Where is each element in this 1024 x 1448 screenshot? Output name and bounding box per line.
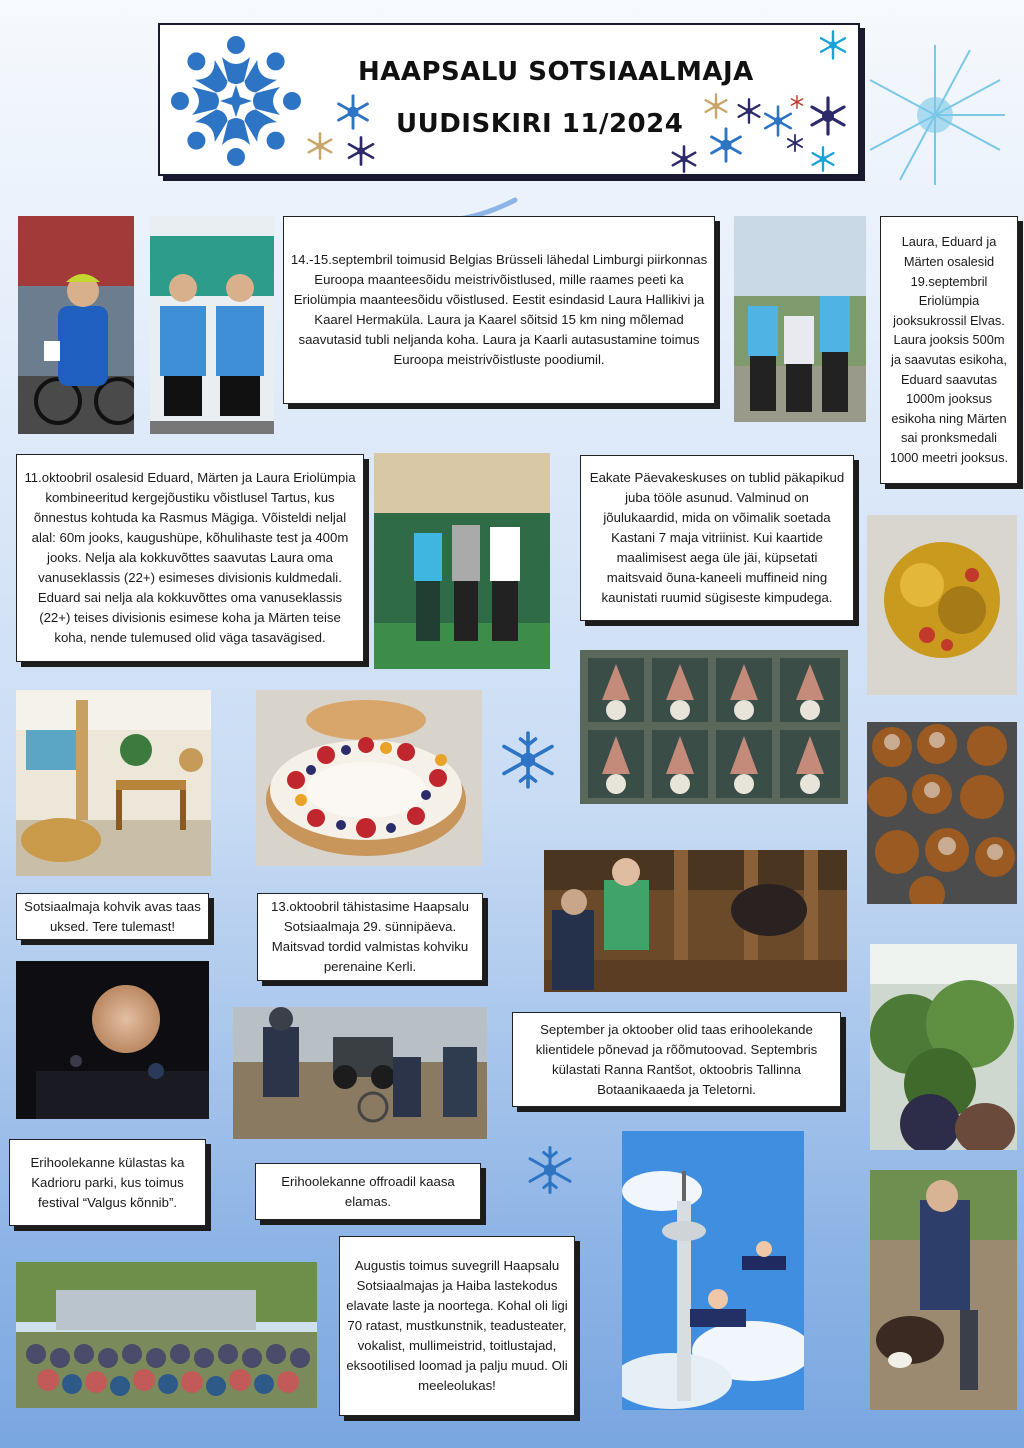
text-tartu-athletics: 11.oktoobril osalesid Eduard, Märten ja Laura Eriolümpia kombineeritud kergejõustiku võistlusel Tartus, kus õnnestus kohtuda ka Rasmus Mägiga. Võisteldi neljal alal: 60m jooks, kaugushüpe, kõhulihaste test ja 400m jooks. Nelja ala kokkuvõttes saavutas Laura oma vanuseklassis (22+) esimeses divisionis kuldmedali. Eduard sai nelja ala kokkuvõttes oma vanuseklassis (22+) teises divisionis esimese koha ja Märten teise koha, nende tulemused olid väga tasavägised. bbox=[16, 454, 364, 662]
text-cafe-reopened: Sotsiaalmaja kohvik avas taas uksed. Tere tulemast! bbox=[16, 893, 209, 940]
text-paevakeskus: Eakate Päevakeskuses on tublid päkapikud juba tööle asunud. Valminud on jõulukaardid, mida on võimalik soetada Kastani 7 maja vitriinist. Kui kaartide maalimisest aega üle jäi, küpsetati maitsvaid õuna-kaneeli muffineid ning kaunistati ruumid sügiseste kimpudega. bbox=[580, 455, 854, 621]
newsletter-title: HAAPSALU SOTSIAALMAJA bbox=[358, 57, 754, 87]
snowflake-icon bbox=[786, 134, 804, 152]
photo-tv-tower-skydivers bbox=[622, 1131, 804, 1410]
snowflake-icon bbox=[762, 105, 794, 137]
photo-gnome-cards bbox=[580, 650, 848, 804]
photo-birthday-cake bbox=[256, 690, 482, 866]
snowflake-icon bbox=[818, 30, 848, 60]
snowflake-icon bbox=[670, 145, 698, 173]
photo-botanical-garden bbox=[870, 944, 1017, 1150]
snowflake-icon bbox=[498, 730, 558, 790]
text-offroad: Erihoolekanne offroadil kaasa elamas. bbox=[255, 1163, 481, 1220]
photo-cyclist-bike bbox=[18, 216, 134, 434]
snowflake-icon bbox=[736, 98, 762, 124]
text-elva-cross: Laura, Eduard ja Märten osalesid 19.septembril Eriolümpia jooksukrossil Elvas. Laura jooksis 500m ja saavutas esikoha, Eduard saavutas 1000m jooksus esikoha ning Märten sai pronksmedali 1000 meetri jooksus. bbox=[880, 216, 1018, 484]
snowflake-icon bbox=[306, 132, 334, 160]
text-trips-sept-oct: September ja oktoober olid taas erihoolekande klientidele põnevad ja rõõmutoovad. Septembris külastati Ranna Rantšot, oktoobris Tallinna Botaanikaaeda ja Teletorni. bbox=[512, 1012, 841, 1107]
photo-runners-elva bbox=[734, 216, 866, 422]
photo-ranch-horse bbox=[544, 850, 847, 992]
photo-athletes-rasmus bbox=[374, 453, 550, 669]
photo-group-summer-grill bbox=[16, 1262, 317, 1408]
logo-icon bbox=[166, 31, 306, 171]
photo-cyclists-medals bbox=[150, 216, 274, 434]
photo-muffins bbox=[867, 722, 1017, 904]
snowflake-icon bbox=[708, 127, 744, 163]
snowflake-icon bbox=[810, 146, 836, 172]
photo-offroad-event bbox=[233, 1007, 487, 1139]
snowflake-icon bbox=[703, 93, 729, 119]
snowflake-icon bbox=[808, 96, 848, 136]
text-summer-grill: Augustis toimus suvegrill Haapsalu Sotsiaalmajas ja Haiba lastekodus elavate laste ja noortega. Kohal oli ligi 70 ratast, mustkunstnik, teadusteater, vokalist, mullimeistrid, toitlustajad, eksootilised loomad ja palju muud. Oli meeleolukas! bbox=[339, 1236, 575, 1416]
photo-kadriorg-festival bbox=[16, 961, 209, 1119]
text-kadriorg: Erihoolekanne külastas ka Kadrioru parki, kus toimus festival “Valgus kõnnib”. bbox=[9, 1139, 206, 1226]
snowflake-icon bbox=[335, 94, 371, 130]
background-swirl-right bbox=[860, 40, 1010, 190]
photo-petting-animals bbox=[870, 1170, 1017, 1410]
newsletter-issue: UUDISKIRI 11/2024 bbox=[396, 109, 684, 139]
snowflake-icon bbox=[346, 136, 376, 166]
snowflake-icon bbox=[525, 1145, 575, 1195]
photo-cafe-interior bbox=[16, 690, 211, 876]
photo-autumn-bouquet bbox=[867, 515, 1017, 695]
snowflake-icon bbox=[790, 95, 804, 109]
text-limburg-cycling: 14.-15.septembril toimusid Belgias Brüsseli lähedal Limburgi piirkonnas Euroopa maanteesõidu meistrivõistlused, mille raames peeti ka Eriolümpia maanteesõidu võistlused. Eestit esindasid Laura Hallikivi ja Kaarel Hermaküla. Laura ja Kaarel sõitsid 15 km ning mõlemad saavutasid tubli neljanda koha. Laura ja Kaarli autasustamine toimus Euroopa meistrivõistluste poodiumil. bbox=[283, 216, 715, 404]
text-birthday: 13.oktoobril tähistasime Haapsalu Sotsiaalmaja 29. sünnipäeva. Maitsvad tordid valmistas kohviku perenaine Kerli. bbox=[257, 893, 483, 981]
